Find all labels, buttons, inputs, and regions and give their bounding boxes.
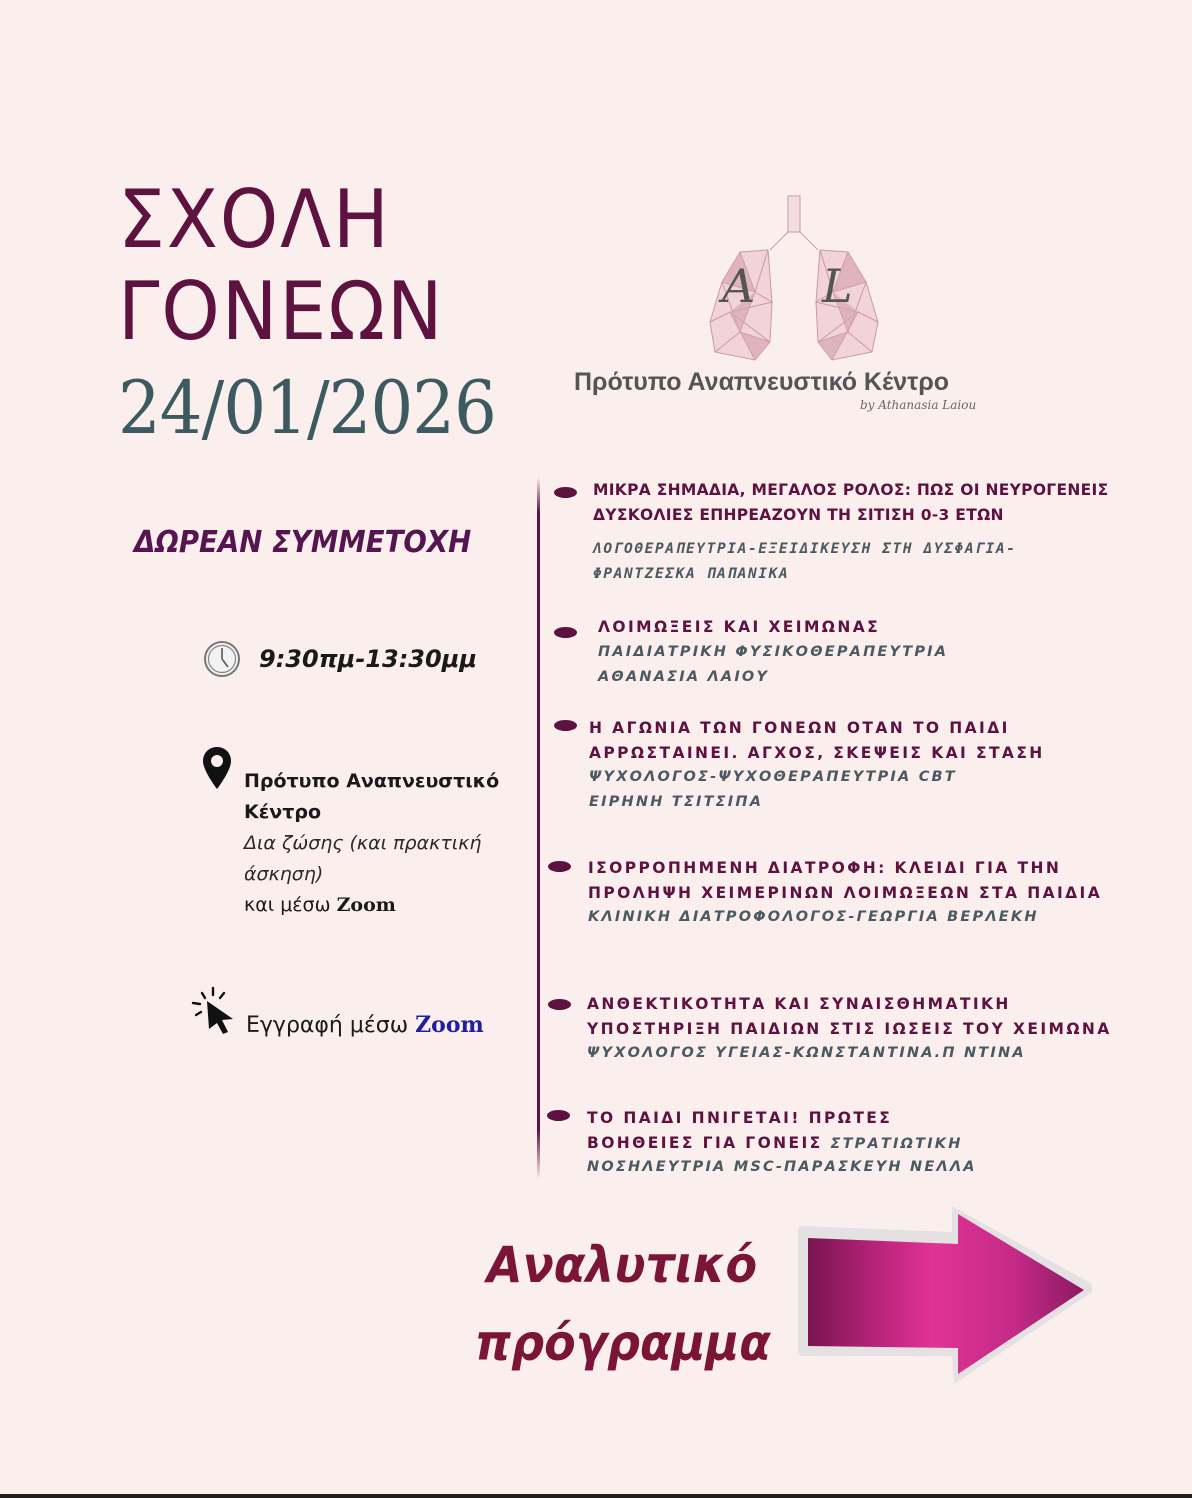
session-title: ΑΝΘΕΚΤΙΚΟΤΗΤΑ ΚΑΙ ΣΥΝΑΙΣΘΗΜΑΤΙΚΗ ΥΠΟΣΤΗΡΙΞΗ ΠΑΙΔΙΩΝ ΣΤΙΣ ΙΩΣΕΙΣ ΤΟΥ ΧΕΙΜΩΝΑ bbox=[587, 995, 1112, 1038]
session-speaker: ΚΛΙΝΙΚΗ ΔΙΑΤΡΟΦΟΛΟΓΟΣ-ΓΕΩΡΓΙΑ ΒΕΡΛΕΚΗ bbox=[588, 909, 1039, 925]
clock-icon bbox=[203, 640, 241, 678]
timeline-dot bbox=[554, 487, 577, 498]
session-title: ΜΙΚΡΑ ΣΗΜΑΔΙΑ, ΜΕΓΑΛΟΣ ΡΟΛΟΣ: ΠΩΣ ΟΙ ΝΕΥΡΟΓΕΝΕΙΣ ΔΥΣΚΟΛΙΕΣ ΕΠΗΡΕΑΖΟΥΝ ΤΗ ΣΙΤΙΣΗ 0-3 ΕΤΩΝ bbox=[593, 481, 1109, 524]
session-speaker: ΛΟΓΟΘΕΡΑΠΕΥΤΡΙΑ-ΕΞΕΙΔΙΚΕΥΣΗ ΣΤΗ ΔΥΣΦΑΓΙΑ- ΦΡΑΝΤΖΕΣΚΑ ΠΑΠΑΝΙΚΑ bbox=[593, 541, 1017, 582]
registration-link[interactable]: Εγγραφή μέσω Zoom bbox=[246, 1012, 484, 1038]
event-date: 24/01/2026 bbox=[118, 366, 496, 451]
event-time: 9:30πμ-13:30μμ bbox=[259, 645, 478, 673]
location-mode: Δια ζώσης (και πρακτική άσκηση) bbox=[244, 832, 482, 885]
timeline-dot bbox=[548, 861, 571, 872]
title-line-1: ΣΧΟΛΗ bbox=[118, 173, 391, 266]
session-speaker: ΨΥΧΟΛΟΓΟΣ-ΨΥΧΟΘΕΡΑΠΕΥΤΡΙΑ CBT ΕΙΡΗΝΗ ΤΣΙΤΣΙΠΑ bbox=[589, 769, 957, 810]
free-participation-label: ΔΩΡΕΑΝ ΣΥΜΜΕΤΟΧΗ bbox=[134, 525, 472, 560]
lungs-logo-icon bbox=[700, 192, 890, 362]
timeline-dot bbox=[554, 627, 577, 638]
map-pin-icon bbox=[202, 746, 232, 790]
location-online: και μέσω Zoom bbox=[244, 894, 396, 916]
title-line-2: ΓΟΝΕΩΝ bbox=[118, 265, 445, 358]
bottom-bar bbox=[0, 1494, 1192, 1498]
session-title: Η ΑΓΩΝΙΑ ΤΩΝ ΓΟΝΕΩΝ ΟΤΑΝ ΤΟ ΠΑΙΔΙ ΑΡΡΩΣΤΑΙΝΕΙ. ΑΓΧΟΣ, ΣΚΕΨΕΙΣ ΚΑΙ ΣΤΑΣΗ bbox=[589, 719, 1045, 762]
detailed-program-link[interactable]: Αναλυτικό πρόγραμμα bbox=[474, 1236, 771, 1372]
timeline-dot bbox=[547, 1110, 570, 1121]
session-speaker: ΝΟΣΗΛΕΥΤΡΙΑ MSC-ΠΑΡΑΣΚΕΥΗ ΝΕΛΛΑ bbox=[587, 1159, 977, 1175]
time-row bbox=[203, 640, 477, 678]
location-block bbox=[244, 766, 534, 921]
zoom-link[interactable]: Zoom bbox=[415, 1012, 484, 1038]
session-speaker-inline: ΣΤΡΑΤΙΩΤΙΚΗ bbox=[830, 1135, 963, 1152]
svg-text:L: L bbox=[822, 259, 853, 313]
cursor-click-icon bbox=[190, 986, 240, 1038]
timeline-dot bbox=[548, 999, 571, 1010]
logo-byline: by Athanasia Laiou bbox=[860, 398, 977, 412]
logo-center-name: Πρότυπο Αναπνευστικό Κέντρο bbox=[574, 368, 950, 396]
session-title: ΛΟΙΜΩΞΕΙΣ ΚΑΙ ΧΕΙΜΩΝΑΣ bbox=[598, 618, 881, 636]
session-title: ΤΟ ΠΑΙΔΙ ΠΝΙΓΕΤΑΙ! ΠΡΩΤΕΣ ΒΟΗΘΕΙΕΣ ΓΙΑ ΓΟΝΕΙΣ ΣΤΡΑΤΙΩΤΙΚΗ bbox=[587, 1109, 963, 1152]
session-speaker: ΠΑΙΔΙΑΤΡΙΚΗ ΦΥΣΙΚΟΘΕΡΑΠΕΥΤΡΙΑ ΑΘΑΝΑΣΙΑ ΛΑΙΟΥ bbox=[598, 644, 949, 685]
timeline-dot bbox=[554, 720, 577, 731]
session-speaker: ΨΥΧΟΛΟΓΟΣ ΥΓΕΙΑΣ-ΚΩΝΣΤΑΝΤΙΝΑ.Π ΝΤΙΝΑ bbox=[587, 1045, 1026, 1061]
arrow-right-icon[interactable] bbox=[792, 1206, 1102, 1388]
session-title: ΙΣΟΡΡΟΠΗΜΕΝΗ ΔΙΑΤΡΟΦΗ: ΚΛΕΙΔΙ ΓΙΑ ΤΗΝ ΠΡΟΛΗΨΗ ΧΕΙΜΕΡΙΝΩΝ ΛΟΙΜΩΞΕΩΝ ΣΤΑ ΠΑΙΔΙΑ bbox=[588, 859, 1103, 902]
timeline-line bbox=[537, 477, 540, 1179]
location-name: Πρότυπο Αναπνευστικό Κέντρο bbox=[244, 770, 500, 823]
svg-text:A: A bbox=[722, 259, 756, 313]
zoom-label: Zoom bbox=[336, 894, 396, 916]
